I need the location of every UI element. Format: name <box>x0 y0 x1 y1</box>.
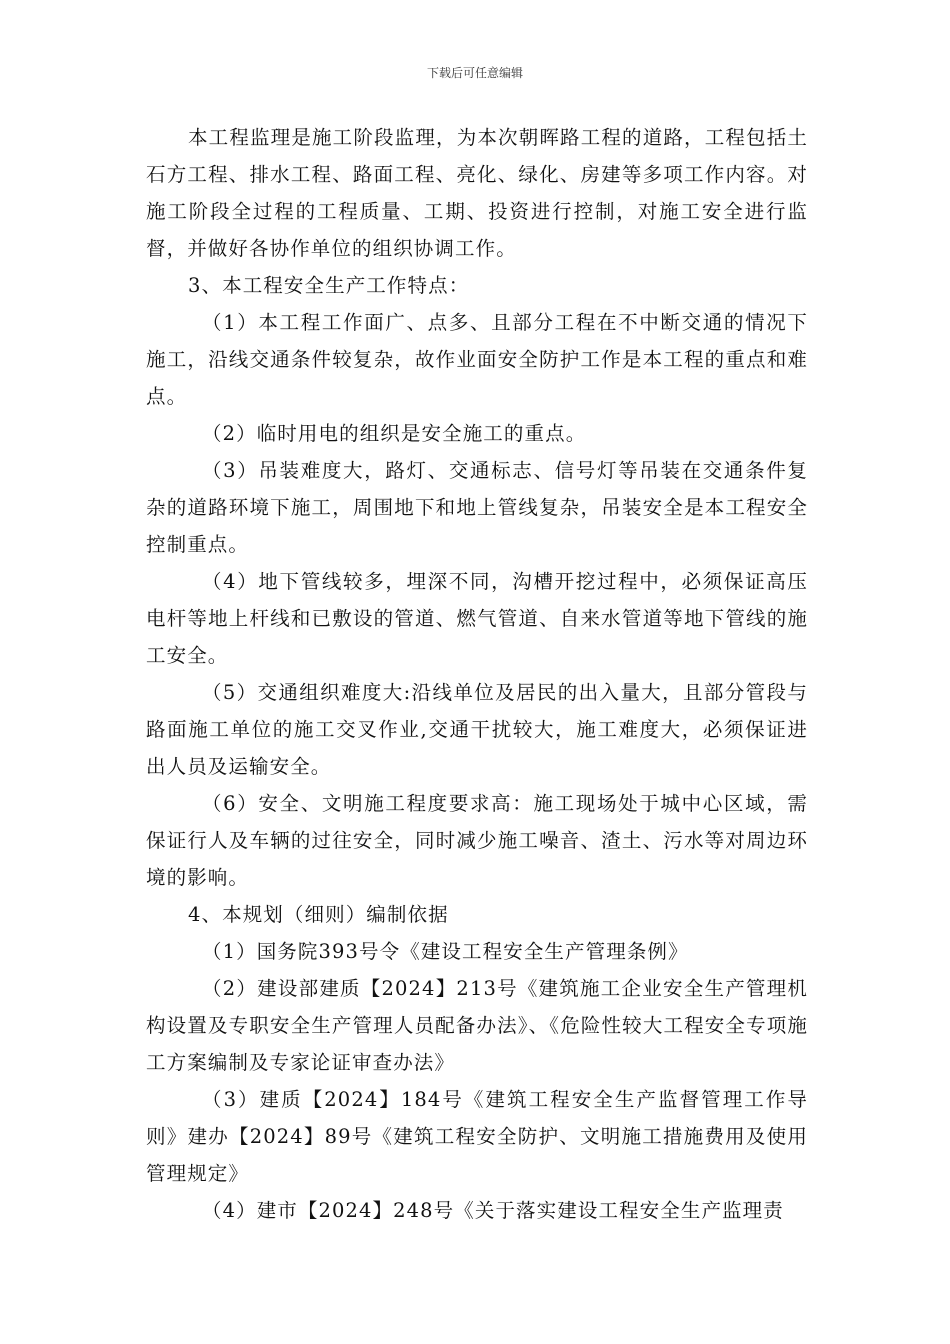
page-header-note: 下载后可任意编辑 <box>426 66 523 80</box>
section-heading-4: 4、本规划（细则）编制依据 <box>188 903 449 926</box>
document-body <box>146 119 808 1229</box>
section-heading-3: 3、本工程安全生产工作特点： <box>188 274 470 297</box>
basis-item-1: （1）国务院393号令《建设工程安全生产管理条例》 <box>202 940 689 963</box>
list-item-3: （3）吊装难度大，路灯、交通标志、信号灯等吊装在交通条件复杂的道路环境下施工，周围地下和地上管线复杂，吊装安全是本工程安全控制重点。 <box>146 459 808 556</box>
list-item-6: （6）安全、文明施工程度要求高：施工现场处于城中心区域，需保证行人及车辆的过往安全，同时减少施工噪音、渣土、污水等对周边环境的影响。 <box>146 792 808 889</box>
list-item-1: （1）本工程工作面广、点多、且部分工程在不中断交通的情况下施工，沿线交通条件较复杂，故作业面安全防护工作是本工程的重点和难点。 <box>146 311 808 408</box>
basis-item-2: （2）建设部建质【2024】213号《建筑施工企业安全生产管理机构设置及专职安全生产管理人员配备办法》、《危险性较大工程安全专项施工方案编制及专家论证审查办法》 <box>146 977 808 1074</box>
list-item-2: （2）临时用电的组织是安全施工的重点。 <box>202 422 587 445</box>
paragraph-intro: 本工程监理是施工阶段监理，为本次朝晖路工程的道路，工程包括土石方工程、排水工程、路面工程、亮化、绿化、房建等多项工作内容。对施工阶段全过程的工程质量、工期、投资进行控制，对施工安全进行监督，并做好各协作单位的组织协调工作。 <box>146 126 808 260</box>
list-item-5: （5）交通组织难度大:沿线单位及居民的出入量大，且部分管段与路面施工单位的施工交叉作业,交通干扰较大，施工难度大，必须保证进出人员及运输安全。 <box>146 681 808 778</box>
basis-item-3: （3）建质【2024】184号《建筑工程安全生产监督管理工作导则》建办【2024】89号《建筑工程安全防护、文明施工措施费用及使用管理规定》 <box>146 1088 808 1185</box>
list-item-4: （4）地下管线较多，埋深不同，沟槽开挖过程中，必须保证高压电杆等地上杆线和已敷设的管道、燃气管道、自来水管道等地下管线的施工安全。 <box>146 570 808 667</box>
basis-item-4: （4）建市【2024】248号《关于落实建设工程安全生产监理责 <box>202 1199 784 1222</box>
